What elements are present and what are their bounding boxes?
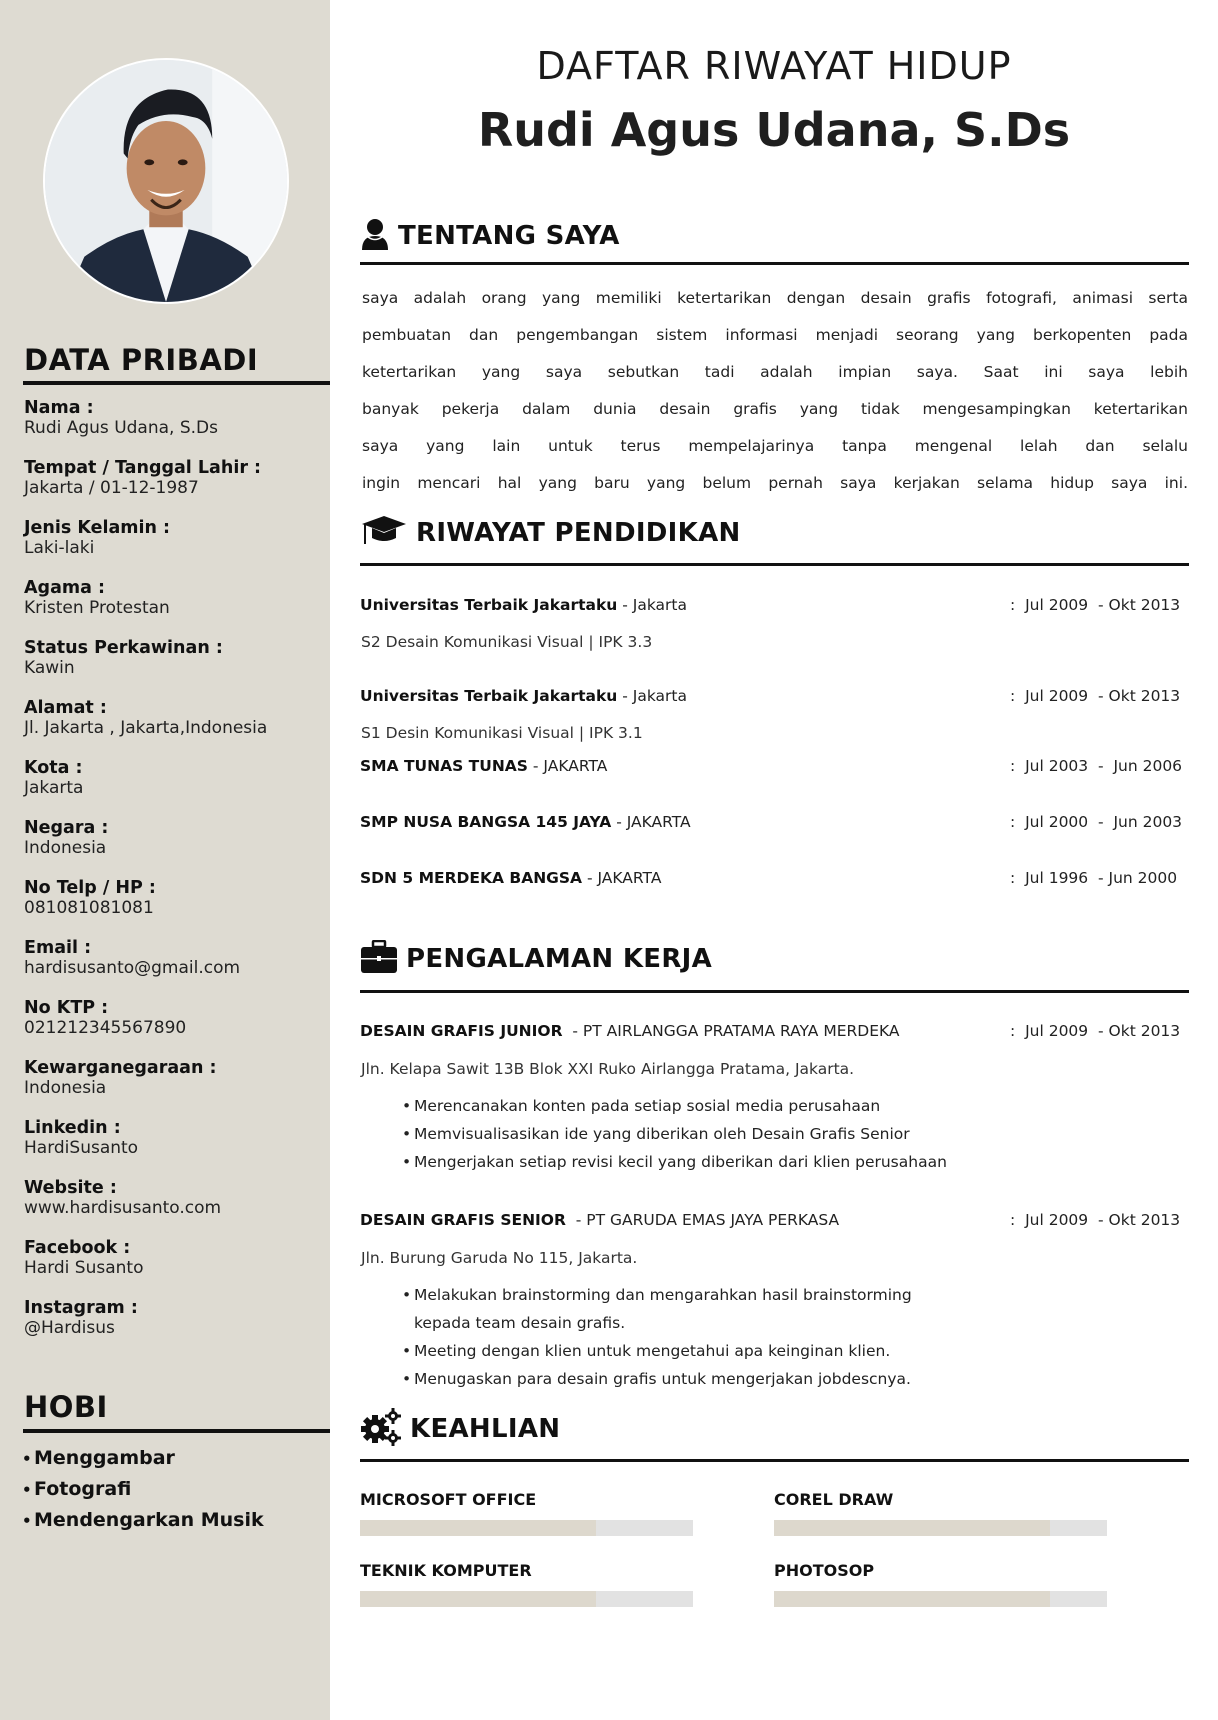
personal-data-value[interactable]: HardiSusanto xyxy=(24,1138,139,1158)
skill-item xyxy=(774,1490,1107,1536)
hobby-label: Fotografi xyxy=(34,1478,132,1500)
company-address: Jln. Burung Garuda No 115, Jakarta. xyxy=(361,1249,638,1267)
personal-data-item xyxy=(24,638,324,698)
personal-data-item xyxy=(24,518,324,578)
personal-data-label: Status Perkawinan : xyxy=(24,638,223,658)
education-date: : Jul 1996 - Jun 2000 xyxy=(1010,869,1178,887)
skill-bar-fill xyxy=(360,1591,596,1607)
briefcase-icon xyxy=(360,940,398,978)
personal-data-value: Indonesia xyxy=(24,838,107,858)
personal-data-item xyxy=(24,578,324,638)
personal-data-item xyxy=(24,938,324,998)
personal-data-item xyxy=(24,818,324,878)
personal-data-value: Jl. Jakarta , Jakarta,Indonesia xyxy=(24,718,268,738)
education-item xyxy=(360,757,1190,775)
bullet-icon: • xyxy=(22,1512,32,1530)
about-line: pembuatan dan pengembangan sistem informasi menjadi seorang yang berkopenten pada xyxy=(362,326,1188,344)
about-line: saya adalah orang yang memiliki ketertarikan dengan desain grafis fotografi, animasi serta xyxy=(362,289,1188,307)
personal-data-label: Kewarganegaraan : xyxy=(24,1058,217,1078)
personal-data-item xyxy=(24,458,324,518)
personal-data-item xyxy=(24,1238,324,1298)
personal-data-list xyxy=(24,398,324,1358)
task-item: • Memvisualisasikan ide yang diberikan oleh Desain Grafis Senior xyxy=(402,1120,1042,1148)
personal-data-label: Linkedin : xyxy=(24,1118,121,1138)
personal-data-value: Jakarta / 01-12-1987 xyxy=(24,478,199,498)
experience-date: : Jul 2009 - Okt 2013 xyxy=(1010,1022,1181,1040)
education-item xyxy=(360,596,1190,614)
graduation-cap-icon xyxy=(360,514,408,552)
gears-icon xyxy=(360,1407,402,1451)
personal-data-label: Facebook : xyxy=(24,1238,131,1258)
personal-data-item xyxy=(24,1178,324,1238)
school-location: - JAKARTA xyxy=(611,813,691,831)
personal-data-label: No KTP : xyxy=(24,998,109,1018)
personal-data-value: 021212345567890 xyxy=(24,1018,187,1038)
school-location: - Jakarta xyxy=(617,596,687,614)
personal-data-label: Agama : xyxy=(24,578,106,598)
skill-bar-fill xyxy=(360,1520,596,1536)
about-line: ingin mencari hal yang baru yang belum pernah saya kerjakan selama hidup saya ini. xyxy=(362,474,1188,492)
job-role: DESAIN GRAFIS SENIOR xyxy=(360,1211,566,1229)
personal-data-label: Tempat / Tanggal Lahir : xyxy=(24,458,262,478)
hobby-item xyxy=(22,1474,264,1505)
education-item xyxy=(360,813,1190,831)
school-name: SMP NUSA BANGSA 145 JAYA xyxy=(360,813,612,831)
personal-data-label: Website : xyxy=(24,1178,117,1198)
job-role: DESAIN GRAFIS JUNIOR xyxy=(360,1022,563,1040)
education-heading: RIWAYAT PENDIDIKAN xyxy=(416,518,741,548)
education-date: : Jul 2000 - Jun 2003 xyxy=(1010,813,1183,831)
personal-data-item xyxy=(24,1298,324,1358)
about-paragraph xyxy=(362,280,1188,502)
experience-date: : Jul 2009 - Okt 2013 xyxy=(1010,1211,1181,1229)
education-section-header xyxy=(360,514,741,552)
hobby-list xyxy=(22,1443,264,1536)
personal-data-value[interactable]: hardisusanto@gmail.com xyxy=(24,958,241,978)
company-name: - PT AIRLANGGA PRATAMA RAYA MERDEKA xyxy=(562,1022,900,1040)
skill-bar xyxy=(774,1591,1107,1607)
task-item: • Melakukan brainstorming dan mengarahkan hasil brainstorming kepada team desain grafis. xyxy=(402,1281,962,1337)
personal-data-label: Kota : xyxy=(24,758,83,778)
school-name: SMA TUNAS TUNAS xyxy=(360,757,528,775)
personal-data-label: Instagram : xyxy=(24,1298,138,1318)
skills-heading: KEAHLIAN xyxy=(410,1414,561,1444)
personal-data-item xyxy=(24,758,324,818)
school-name: SDN 5 MERDEKA BANGSA xyxy=(360,869,583,887)
personal-data-value: Indonesia xyxy=(24,1078,107,1098)
hobby-heading: HOBI xyxy=(24,1390,108,1424)
main-content xyxy=(330,0,1218,1720)
user-icon xyxy=(360,218,390,254)
skill-bar-fill xyxy=(774,1520,1050,1536)
experience-divider xyxy=(360,990,1189,993)
skill-name: PHOTOSOP xyxy=(774,1561,875,1580)
personal-data-item xyxy=(24,998,324,1058)
education-detail: S1 Desin Komunikasi Visual | IPK 3.1 xyxy=(361,724,643,742)
skill-item xyxy=(360,1490,693,1536)
school-name: Universitas Terbaik Jakartaku xyxy=(360,596,618,614)
personal-data-label: Negara : xyxy=(24,818,109,838)
personal-data-value: Jakarta xyxy=(24,778,84,798)
personal-data-item xyxy=(24,698,324,758)
personal-data-value[interactable]: @Hardisus xyxy=(24,1318,115,1338)
hobby-label: Menggambar xyxy=(34,1447,175,1469)
education-date: : Jul 2003 - Jun 2006 xyxy=(1010,757,1183,775)
personal-data-label: Nama : xyxy=(24,398,94,418)
personal-data-item xyxy=(24,1058,324,1118)
person-photo-icon xyxy=(45,60,287,302)
personal-data-value[interactable]: Hardi Susanto xyxy=(24,1258,144,1278)
task-item: • Merencanakan konten pada setiap sosial media perusahaan xyxy=(402,1092,1042,1120)
personal-data-value: Kawin xyxy=(24,658,75,678)
task-list xyxy=(402,1281,962,1393)
personal-data-item xyxy=(24,398,324,458)
personal-data-value: Rudi Agus Udana, S.Ds xyxy=(24,418,218,438)
education-item xyxy=(360,687,1190,705)
sidebar xyxy=(0,0,330,1720)
bullet-icon: • xyxy=(22,1450,32,1468)
school-name: Universitas Terbaik Jakartaku xyxy=(360,687,618,705)
profile-photo xyxy=(43,58,289,304)
full-name: Rudi Agus Udana, S.Ds xyxy=(477,103,1071,157)
hobby-item xyxy=(22,1505,264,1536)
personal-data-label: Jenis Kelamin : xyxy=(24,518,171,538)
school-location: - JAKARTA xyxy=(582,869,662,887)
task-item: • Mengerjakan setiap revisi kecil yang diberikan dari klien perusahaan xyxy=(402,1148,1042,1176)
personal-data-label: Alamat : xyxy=(24,698,107,718)
about-heading: TENTANG SAYA xyxy=(398,221,620,251)
about-line: ketertarikan yang saya sebutkan tadi adalah impian saya. Saat ini saya lebih xyxy=(362,363,1188,381)
education-date: : Jul 2009 - Okt 2013 xyxy=(1010,596,1181,614)
skill-bar xyxy=(774,1520,1107,1536)
about-line: saya yang lain untuk terus mempelajarinya tanpa mengenal lelah dan selalu xyxy=(362,437,1188,455)
skill-bar xyxy=(360,1591,693,1607)
personal-data-label: No Telp / HP : xyxy=(24,878,156,898)
personal-data-heading: DATA PRIBADI xyxy=(24,343,259,377)
experience-section-header xyxy=(360,940,712,978)
experience-heading: PENGALAMAN KERJA xyxy=(406,944,713,974)
company-address: Jln. Kelapa Sawit 13B Blok XXI Ruko Airlangga Pratama, Jakarta. xyxy=(361,1060,855,1078)
skill-bar xyxy=(360,1520,693,1536)
about-section-header xyxy=(360,218,620,254)
skills-section-header xyxy=(360,1407,560,1451)
skill-name: MICROSOFT OFFICE xyxy=(360,1490,537,1509)
skill-item xyxy=(774,1561,1107,1607)
hobby-divider xyxy=(23,1429,330,1433)
education-date: : Jul 2009 - Okt 2013 xyxy=(1010,687,1181,705)
education-item xyxy=(360,869,1190,887)
school-location: - Jakarta xyxy=(617,687,687,705)
personal-data-value[interactable]: www.hardisusanto.com xyxy=(24,1198,222,1218)
about-line: banyak pekerja dalam dunia desain grafis yang tidak mengesampingkan ketertarikan xyxy=(362,400,1188,418)
skill-name: TEKNIK KOMPUTER xyxy=(360,1561,532,1580)
task-list xyxy=(402,1092,1042,1176)
skill-item xyxy=(360,1561,693,1607)
personal-data-value: Laki-laki xyxy=(24,538,95,558)
experience-item xyxy=(360,1022,1190,1040)
about-divider xyxy=(360,262,1189,265)
hobby-label: Mendengarkan Musik xyxy=(34,1509,264,1531)
education-detail: S2 Desain Komunikasi Visual | IPK 3.3 xyxy=(361,633,653,651)
personal-data-item xyxy=(24,878,324,938)
task-item: • Meeting dengan klien untuk mengetahui apa keinginan klien. xyxy=(402,1337,962,1365)
education-divider xyxy=(360,563,1189,566)
hobby-item xyxy=(22,1443,264,1474)
personal-data-item xyxy=(24,1118,324,1178)
task-item: • Menugaskan para desain grafis untuk mengerjakan jobdescnya. xyxy=(402,1365,962,1393)
company-name: - PT GARUDA EMAS JAYA PERKASA xyxy=(565,1211,840,1229)
experience-item xyxy=(360,1211,1190,1229)
personal-data-divider xyxy=(23,381,330,385)
personal-data-label: Email : xyxy=(24,938,92,958)
bullet-icon: • xyxy=(22,1481,32,1499)
skill-bar-fill xyxy=(774,1591,1050,1607)
skill-name: COREL DRAW xyxy=(774,1490,894,1509)
document-title: DAFTAR RIWAYAT HIDUP xyxy=(536,44,1012,88)
skills-divider xyxy=(360,1459,1189,1462)
personal-data-value: Kristen Protestan xyxy=(24,598,170,618)
school-location: - JAKARTA xyxy=(527,757,608,775)
personal-data-value: 081081081081 xyxy=(24,898,154,918)
